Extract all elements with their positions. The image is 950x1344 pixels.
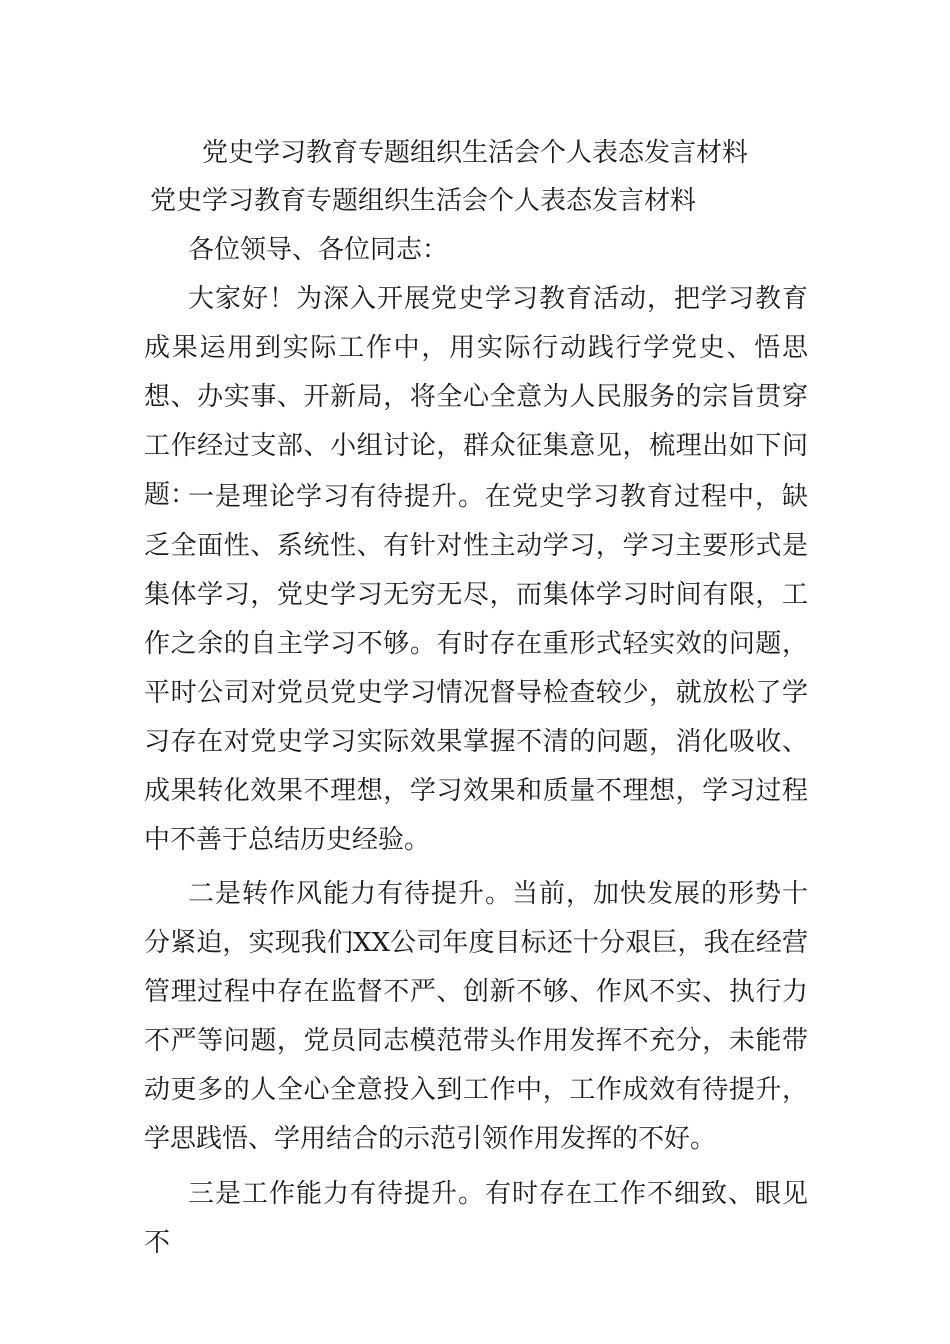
paragraph-theory-study: 一是理论学习有待提升。在党史学习教育过程中，缺乏全面性、系统性、有针对性主动学习，学习主要形式是集体学习，党史学习无穷无尽，而集体学习时间有限，工作之余的自主学习不够。有时存在重形式轻实效的问题，平时公司对党员党史学习情况督导检查较少，就放松了学习存在对党史学习实际效果掌握不清的问题，消化吸收、成果转化效果不理想，学习效果和质量不理想，学习过程中不善于总结历史经验。 — [144, 482, 808, 855]
paragraph-work-style: 二是转作风能力有待提升。当前，加快发展的形势十分紧迫，实现我们XX公司年度目标还十分艰巨，我在经营管理过程中存在监督不严、创新不够、作风不实、执行力不严等问题，党员同志模范带头作用发挥不充分，未能带动更多的人全心全意投入到工作中，工作成效有待提升，学思践悟、学用结合的示范引领作用发挥的不好。 — [144, 879, 808, 1154]
greeting: 各位领导、各位同志： — [188, 235, 449, 265]
document-title: 党史学习教育专题组织生活会个人表态发言材料 — [201, 138, 748, 168]
paragraph-work-ability: 三是工作能力有待提升。有时存在工作不细致、眼见不 — [144, 1179, 808, 1258]
paragraph-intro: 大家好！为深入开展党史学习教育活动，把学习教育成果运用到实际工作中，用实际行动践行学党史、悟思想、办实事、开新局，将全心全意为人民服务的宗旨贯穿工作经过支部、小组讨论，群众征集意见，梳理出如下问题： — [144, 284, 808, 510]
document-subtitle: 党史学习教育专题组织生活会个人表态发言材料 — [150, 186, 697, 216]
